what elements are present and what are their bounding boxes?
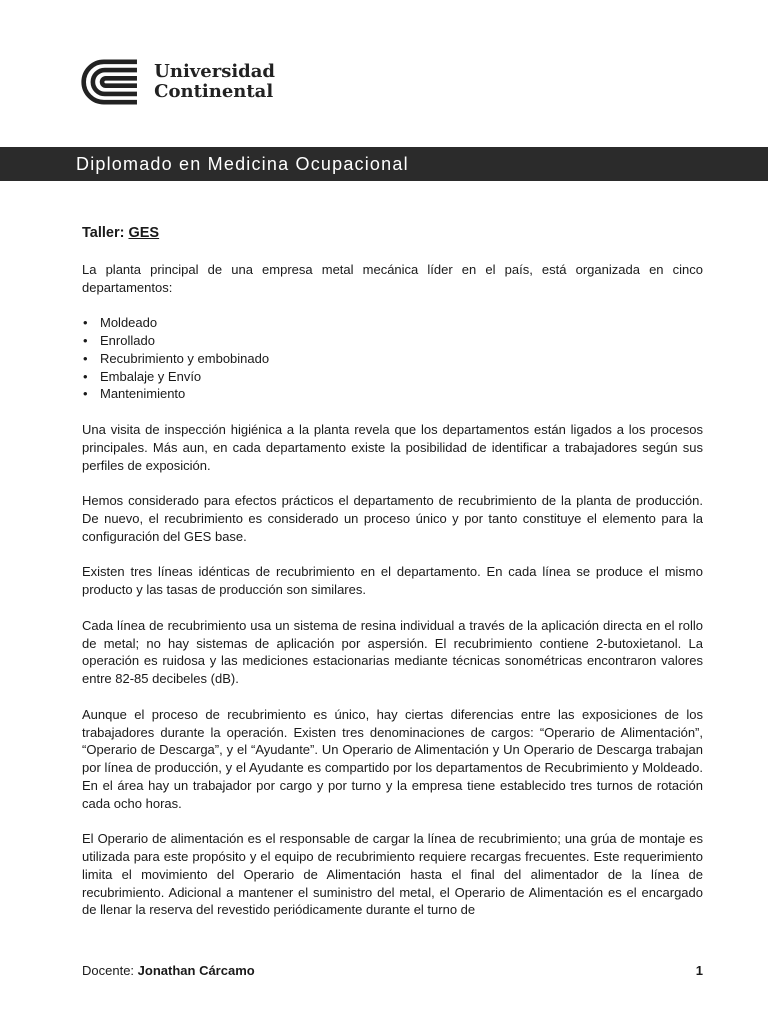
list-item: • Embalaje y Envío <box>82 368 703 386</box>
title-prefix: Taller: <box>82 225 125 241</box>
page-number: 1 <box>695 963 703 978</box>
list-item: • Enrollado <box>82 332 703 350</box>
university-logo <box>80 55 275 109</box>
paragraph-resin-system: Cada línea de recubrimiento usa un sistema de resina individual a través de la aplicación directa en el rollo de metal; no hay sistemas de aplicación por aspersión. El recubrimiento contiene 2-butoxietanol. La operación es ruidosa y las mediciones estacionarias mediante técnicas sonométricas encontraron valores entre 82-85 decibeles (dB). <box>82 617 703 687</box>
intro-paragraph: La planta principal de una empresa metal mecánica líder en el país, está organizada en cinco departamentos: <box>82 261 703 295</box>
list-item: • Recubrimiento y embobinado <box>82 350 703 368</box>
paragraph-coating-department: Hemos considerado para efectos prácticos el departamento de recubrimiento de la planta de producción. De nuevo, el recubrimiento es considerado un proceso único y por tanto constituye el elemento para la configuración del GES base. <box>82 493 703 544</box>
paragraph-job-roles: Aunque el proceso de recubrimiento es único, hay ciertas diferencias entre las exposiciones de los trabajadores durante la operación. Existen tres denominaciones de cargos: “Operario de Alimentación”, “Operario de Descarga”, y el “Ayudante”. Un Operario de Alimentación y Un Operario de Descarga trabajan por línea de producción, y el Ayudante es compartido por los departamentos de Recubrimiento y Moldeado. En el área hay un trabajador por cargo y por turno y la empresa tiene establecido tres turnos de rotación cada ocho horas. <box>82 706 703 811</box>
paragraph-inspection: Una visita de inspección higiénica a la planta revela que los departamentos están ligados a los procesos principales. Más aun, en cada departamento existe la posibilidad de identificar a trabajadores según sus perfiles de exposición. <box>82 421 703 473</box>
course-banner: Diplomado en Medicina Ocupacional <box>0 147 768 181</box>
logo-wordmark <box>154 62 275 102</box>
title-value: GES <box>128 225 160 241</box>
list-item: • Moldeado <box>82 314 703 332</box>
footer-docente <box>82 963 255 978</box>
document-title <box>82 225 703 243</box>
document-body <box>82 225 703 937</box>
logo-mark-icon <box>80 56 146 108</box>
paragraph-lines: Existen tres líneas idénticas de recubrimiento en el departamento. En cada línea se produce el mismo producto y las tasas de producción son similares. <box>82 564 703 598</box>
departments-list <box>82 314 703 403</box>
paragraph-feed-operator: El Operario de alimentación es el responsable de cargar la línea de recubrimiento; una grúa de montaje es utilizada para este propósito y el equipo de recubrimiento requiere recargas frecuentes. Este requerimiento limita el movimiento del Operario de Alimentación hasta el final del alimentador de la línea de recubrimiento. Adicional a mantener el suministro del metal, el Operario de Alimentación es el encargado de llenar la reserva del revestido periódicamente durante el turno de <box>82 831 703 918</box>
logo-line-1: Universidad <box>154 61 275 82</box>
list-item: • Mantenimiento <box>82 385 703 403</box>
docente-name: Jonathan Cárcamo <box>137 963 255 978</box>
logo-line-2: Continental <box>154 81 274 102</box>
docente-label: Docente: <box>82 963 135 978</box>
page-footer <box>82 963 703 978</box>
